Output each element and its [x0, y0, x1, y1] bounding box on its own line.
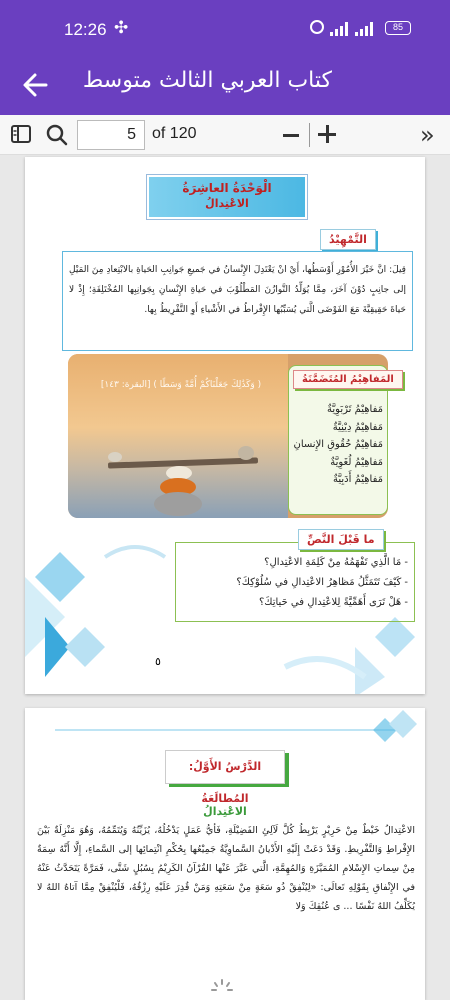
- list-item: مَفاهِيْمُ دِيْنِيَّةٌ: [332, 421, 383, 433]
- fan-icon: ✣: [114, 18, 129, 38]
- zoom-out-icon[interactable]: [283, 134, 299, 137]
- status-time: 12:26: [64, 20, 107, 39]
- stone: [238, 446, 254, 460]
- pdf-toolbar: [0, 115, 450, 155]
- list-item: - مَا الَّذِي تَفْهَمُهُ مِنْ كَلِمَةِ الاعْتِدالِ؟: [264, 557, 408, 568]
- lesson-heading: الاعْتِدالُ: [203, 805, 247, 818]
- battery-icon: 85: [385, 21, 411, 35]
- signal-icon: [355, 22, 373, 36]
- chevron-double-right-icon[interactable]: »: [420, 121, 435, 149]
- zoom-in-icon[interactable]: [318, 125, 336, 143]
- list-item: مَفاهِيْمُ أَدَبِيَّةٌ: [333, 474, 383, 485]
- lesson-body: الاعْتِدالُ خَيْطٌ مِنْ حَرِيْرٍ يَرْبِطُ كُلَّ لَآلِئِ الفَضِيْلَةِ، فَأيُّ عَمَلٍ يَدْخُلُهُ، يُزَيِّنُهُ وَيُتَمِّمُهُ، وَهُوَ مَنْزِلَةٌ بَيْنَ الإِفْراطِ وَالتَّفْرِيطِ. وَقَدْ دَعَتْ إِلَيْهِ الأَدْيانُ السَّماوِيَّةُ جَمِيْعُها بِحُكْمِ انْتِمائِها إلى السَّماءِ، إِلَّا أَنَّهُ سِمَةٌ مِنْ سِماتِ الإِسْلامِ المُمَيَّزَةِ وَالمُهِمَّةِ، الَّتي عَبَّرَ عَنْها القُرْآنُ الكَرِيْمُ بِسُبُلٍ شَتَّى، فَمَرَّةً يَتَحَدَّثُ عَنْهُ في الإِنْفاقِ بِقَوْلِهِ تَعالَى: «لِيُنْفِقْ ذُو سَعَةٍ مِنْ سَعَتِهِ وَمَنْ قُدِرَ عَلَيْهِ رِزْقُهُ، فَلْيُنْفِقْ مِمَّا آتاهُ اللهُ لا يُكَلِّفُ اللهُ نَفْسًا ... ى عُنُقِكَ وَلا: [37, 825, 415, 912]
- stone: [154, 492, 202, 516]
- signal-icon: [330, 22, 348, 36]
- concepts-list: [293, 401, 383, 489]
- list-item: - كَيْفَ تَتَمَثَّلُ مَظاهِرُ الاعْتِدالِ في سُلُوْكِكَ؟: [236, 577, 408, 588]
- pretext-title: ما قَبْلَ النَّصِّ: [298, 529, 384, 550]
- app-title: كتاب العربي الثالث متوسط: [82, 68, 332, 93]
- concepts-title: المَفاهِيْمُ المُتَضَمَّنَةُ: [293, 370, 403, 389]
- intro-label: التَّمْهِيْدُ: [320, 229, 376, 250]
- pretext-questions: [175, 542, 415, 622]
- unit-title-banner: [147, 175, 307, 219]
- balance-scene: [68, 354, 288, 518]
- intro-text: قِيلَ: انَّ خَيْرَ الأُمُوْرِ أَوْسَطُها، أَيْ انْ يَعْتَدِلَ الإِنْسانُ في جَميعِ جَوانِبِ الحَياةِ بالابْتِعادِ مِنَ المَيْلِ إلى جانِبٍ دُوْنَ آخَرَ، مِمَّا يُوَلِّدُ التَّوازُنَ المَطْلُوْبَ في حَياةِ الإِنْسانِ بِجَوانِبِها المُخْتَلِفَةِ؛ إِذْ لا حَياةَ حَقِيقِيَّةَ مَعَ الفَوْضَى الَّتي يُسَبِّبُها الإِفْراطُ في الأَشْياءِ أَوِ التَّفْرِيطُ بِها.: [62, 251, 413, 351]
- lesson-banner: الدَّرْسُ الأَوَّلُ: المُطالَعَةُ: [165, 750, 285, 784]
- image-quote: ( وَكَذَٰلِكَ جَعَلْنَاكُمْ أُمَّةً وَسَطًا ) [البقرة: ١٤٣]: [100, 380, 262, 390]
- search-icon[interactable]: [45, 123, 69, 147]
- toolbar-divider: [309, 123, 310, 147]
- list-item: - هَلْ تَرَى أَهَمِّيَّةً لِلاعْتِدالِ في حَياتِكَ؟: [258, 597, 408, 608]
- status-bar: [0, 0, 450, 58]
- alarm-icon: [310, 20, 324, 34]
- arrow-left-icon[interactable]: [20, 70, 50, 100]
- list-item: مَفاهِيْمُ حُقُوقِ الإِنسانِ: [293, 439, 383, 450]
- page-count-label: of 120: [152, 125, 197, 142]
- list-item: مَفاهِيْمُ لُغَوِيَّةٌ: [330, 456, 383, 468]
- unit-title: الْوَحْدَةُ العاشِرَةُ: [182, 181, 272, 195]
- unit-subtitle: الاعْتِدالُ: [205, 197, 249, 210]
- page-number: ٥: [155, 655, 161, 668]
- app-bar: [0, 58, 450, 115]
- stone: [108, 452, 122, 462]
- book-icon[interactable]: [10, 123, 32, 145]
- loading-spinner-icon: [207, 976, 237, 1000]
- list-item: مَفاهِيْمُ تَرْبَوِيَّةٌ: [327, 404, 383, 415]
- page-number-input[interactable]: 5: [77, 120, 145, 150]
- pdf-page-5: [25, 157, 425, 694]
- pdf-page-6: [25, 708, 425, 1000]
